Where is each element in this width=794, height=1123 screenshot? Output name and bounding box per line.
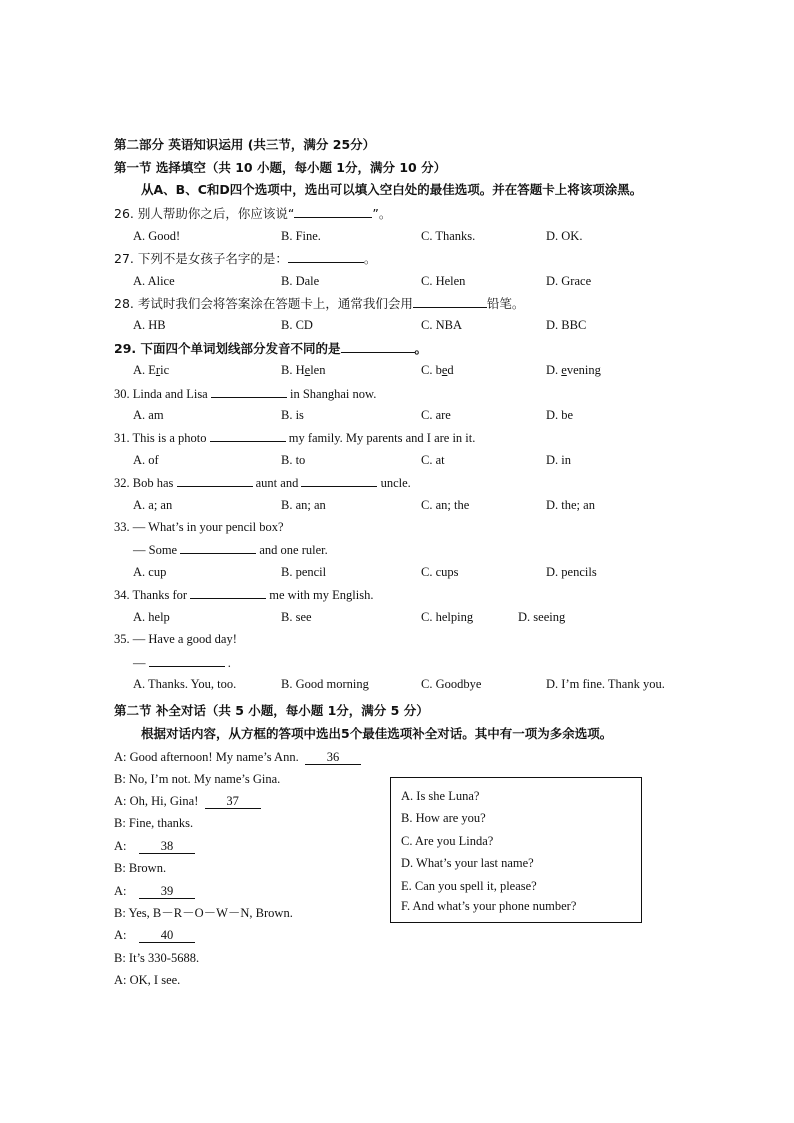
q35-option-c[interactable]: C. Goodbye — [421, 677, 482, 691]
section1-title: 第一节 选择填空（共 10 小题，每小题 1分，满分 10 分） — [114, 160, 447, 175]
answer-blank — [149, 654, 225, 667]
q31-option-c[interactable]: C. at — [421, 453, 445, 467]
answer-blank — [301, 474, 377, 487]
section2-instruction: 根据对话内容，从方框的答项中选出5个最佳选项补全对话。其中有一项为多余选项。 — [141, 726, 613, 741]
dialogue-text: A: — [114, 928, 127, 942]
q32-option-a[interactable]: A. a; an — [133, 498, 173, 512]
stem-post: 铅笔。 — [486, 296, 525, 311]
dialogue-line-4: B: Fine, thanks. — [114, 816, 194, 830]
stem-pre: 29. 下面四个单词划线部分发音不同的是 — [114, 341, 341, 356]
dialogue-line-3 — [114, 793, 261, 809]
stem-post: and one ruler. — [259, 543, 328, 557]
q29-option-d[interactable]: D. evening — [546, 363, 601, 377]
q28-option-c[interactable]: C. NBA — [421, 318, 462, 332]
dialogue-blank-37[interactable]: 37 — [205, 794, 261, 809]
answer-blank — [190, 586, 266, 599]
dialogue-text: A: Good afternoon! My name’s Ann. — [114, 750, 299, 764]
stem-post: ”。 — [372, 206, 392, 221]
answer-blank — [180, 541, 256, 554]
stem-post: me with my English. — [269, 588, 374, 602]
dialogue-blank-40[interactable]: 40 — [139, 928, 195, 943]
q27-option-d[interactable]: D. Grace — [546, 274, 592, 288]
question-31-stem — [114, 429, 475, 446]
question-27-stem — [114, 250, 376, 267]
stem-pre: 27. 下列不是女孩子名字的是： — [114, 251, 288, 266]
dialogue-line-11: A: OK, I see. — [114, 973, 181, 987]
part-title: 第二部分 英语知识运用 (共三节，满分 25分） — [114, 137, 376, 152]
section2-title: 第二节 补全对话（共 5 小题，每小题 1分，满分 5 分） — [114, 703, 429, 718]
q35-option-a[interactable]: A. Thanks. You, too. — [133, 677, 237, 691]
stem-pre: — — [133, 656, 146, 670]
underlined-letter: r — [155, 363, 161, 377]
q30-option-d[interactable]: D. be — [546, 408, 574, 422]
choices-box — [390, 777, 642, 923]
q33-option-a[interactable]: A. cup — [133, 565, 167, 579]
q29-option-b[interactable]: B. Helen — [281, 363, 326, 377]
stem-post: . — [227, 656, 231, 670]
answer-blank — [177, 474, 253, 487]
dialogue-text: A: — [114, 884, 127, 898]
section1-instruction: 从A、B、C和D四个选项中，选出可以填入空白处的最佳选项。并在答题卡上将该项涂黑。 — [141, 182, 643, 197]
q26-option-a[interactable]: A. Good! — [133, 229, 181, 243]
q34-option-b[interactable]: B. see — [281, 610, 312, 624]
dialogue-blank-36[interactable]: 36 — [305, 750, 361, 765]
choice-d[interactable]: D. What’s your last name? — [401, 856, 534, 870]
stem-post: uncle. — [380, 476, 411, 490]
dialogue-text: A: Oh, Hi, Gina! — [114, 794, 199, 808]
dialogue-line-2: B: No, I’m not. My name’s Gina. — [114, 772, 281, 786]
stem-pre: 34. Thanks for — [114, 588, 188, 602]
q34-option-d[interactable]: D. seeing — [518, 610, 566, 624]
question-32-stem — [114, 474, 411, 491]
dialogue-line-8: B: Yes, B－R－O－W－N, Brown. — [114, 906, 293, 920]
choice-a[interactable]: A. Is she Luna? — [401, 789, 480, 803]
question-30-stem — [114, 385, 376, 402]
q32-option-c[interactable]: C. an; the — [421, 498, 470, 512]
question-35-line2 — [133, 654, 231, 671]
q35-option-d[interactable]: D. I’m fine. Thank you. — [546, 677, 665, 691]
q28-option-d[interactable]: D. BBC — [546, 318, 587, 332]
q26-option-b[interactable]: B. Fine. — [281, 229, 321, 243]
q27-option-c[interactable]: C. Helen — [421, 274, 466, 288]
q31-option-d[interactable]: D. in — [546, 453, 571, 467]
question-33-line2 — [133, 541, 328, 558]
q33-option-c[interactable]: C. cups — [421, 565, 459, 579]
stem-post: 。 — [363, 251, 377, 266]
stem-pre: — Some — [133, 543, 178, 557]
answer-blank — [341, 340, 415, 353]
answer-blank — [413, 295, 487, 308]
q31-option-b[interactable]: B. to — [281, 453, 306, 467]
dialogue-line-5 — [114, 838, 195, 854]
q32-option-b[interactable]: B. an; an — [281, 498, 326, 512]
question-29-stem — [114, 340, 427, 357]
q35-option-b[interactable]: B. Good morning — [281, 677, 369, 691]
q34-option-a[interactable]: A. help — [133, 610, 170, 624]
dialogue-blank-38[interactable]: 38 — [139, 839, 195, 854]
q26-option-d[interactable]: D. OK. — [546, 229, 583, 243]
answer-blank — [288, 250, 364, 263]
dialogue-line-1 — [114, 749, 361, 765]
choice-f[interactable]: F. And what’s your phone number? — [401, 899, 577, 913]
underlined-letter: e — [561, 363, 567, 377]
q30-option-c[interactable]: C. are — [421, 408, 451, 422]
answer-blank — [211, 385, 287, 398]
q32-option-d[interactable]: D. the; an — [546, 498, 595, 512]
dialogue-line-6: B: Brown. — [114, 861, 167, 875]
answer-blank — [210, 429, 286, 442]
stem-pre: 30. Linda and Lisa — [114, 387, 208, 401]
q27-option-a[interactable]: A. Alice — [133, 274, 175, 288]
dialogue-line-9 — [114, 927, 195, 943]
q27-option-b[interactable]: B. Dale — [281, 274, 320, 288]
stem-pre: 32. Bob has — [114, 476, 174, 490]
q33-option-b[interactable]: B. pencil — [281, 565, 327, 579]
q28-option-b[interactable]: B. CD — [281, 318, 313, 332]
dialogue-text: A: — [114, 839, 127, 853]
dialogue-line-10: B: It’s 330-5688. — [114, 951, 200, 965]
question-28-stem — [114, 295, 524, 312]
stem-post: 。 — [414, 341, 428, 356]
q33-option-d[interactable]: D. pencils — [546, 565, 597, 579]
answer-blank — [294, 205, 372, 218]
question-34-stem — [114, 586, 373, 603]
choice-c[interactable]: C. Are you Linda? — [401, 834, 494, 848]
stem-pre: 26. 别人帮助你之后，你应该说“ — [114, 206, 295, 221]
stem-pre: 28. 考试时我们会将答案涂在答题卡上，通常我们会用 — [114, 296, 413, 311]
dialogue-line-7 — [114, 883, 195, 899]
choice-e[interactable]: E. Can you spell it, please? — [401, 879, 537, 893]
dialogue-blank-39[interactable]: 39 — [139, 884, 195, 899]
stem-pre: 31. This is a photo — [114, 431, 207, 445]
underlined-letter: e — [441, 363, 448, 377]
q30-option-a[interactable]: A. am — [133, 408, 164, 422]
q29-option-a[interactable]: A. Eric — [133, 363, 170, 377]
q29-option-c[interactable]: C. bed — [421, 363, 454, 377]
q31-option-a[interactable]: A. of — [133, 453, 159, 467]
stem-post: in Shanghai now. — [289, 387, 377, 401]
question-35-stem: 35. — Have a good day! — [114, 632, 237, 646]
stem-mid: aunt and — [255, 476, 299, 490]
q30-option-b[interactable]: B. is — [281, 408, 304, 422]
q26-option-c[interactable]: C. Thanks. — [421, 229, 476, 243]
underlined-letter: e — [304, 363, 311, 377]
q34-option-c[interactable]: C. helping — [421, 610, 474, 624]
question-33-stem: 33. — What’s in your pencil box? — [114, 520, 284, 534]
question-26-stem — [114, 205, 391, 222]
stem-post: my family. My parents and I are in it. — [288, 431, 476, 445]
choice-b[interactable]: B. How are you? — [401, 811, 486, 825]
q28-option-a[interactable]: A. HB — [133, 318, 166, 332]
